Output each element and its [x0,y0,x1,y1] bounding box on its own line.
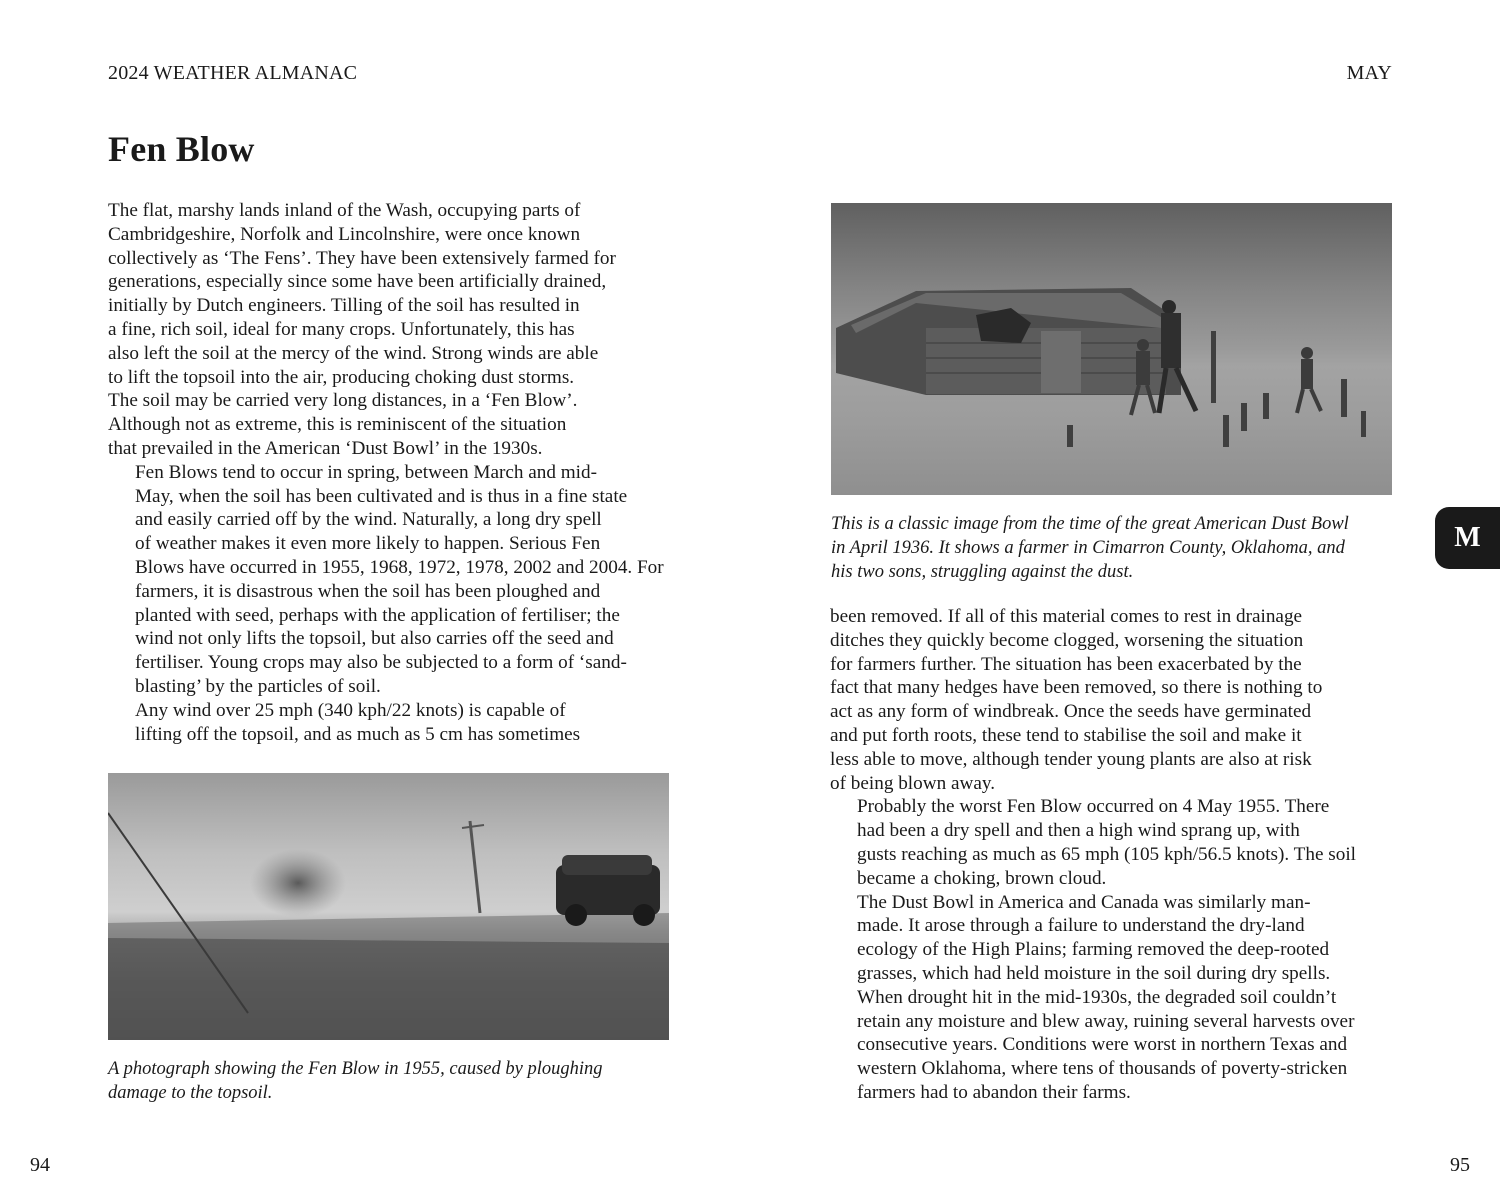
paragraph [108,699,673,747]
text-line: been removed. If all of this material comes to rest in drainage [830,606,1303,627]
fen-photo-caption [108,1057,673,1105]
text-line: This is a classic image from the time of the great American Dust Bowl [831,514,1349,534]
text-line: became a choking, brown cloud. [857,867,1107,889]
paragraph [830,891,1395,1105]
text-line: Blows have occurred in 1955, 1968, 1972, 1978, 2002 and 2004. For [135,556,664,578]
left-text-column [108,199,673,746]
text-line: that prevailed in the American ‘Dust Bowl’ in the 1930s. [108,437,543,459]
text-line: farmers had to abandon their farms. [857,1081,1131,1103]
text-line: blasting’ by the particles of soil. [135,675,381,697]
fen-blow-photo [108,773,669,1040]
text-line: generations, especially since some have been artificially drained, [108,271,607,293]
text-line: Cambridgeshire, Norfolk and Lincolnshire, were once known [108,223,581,245]
text-line: retain any moisture and blew away, ruining several harvests over [857,1010,1355,1032]
month-thumb-tab [1435,507,1500,569]
right-text-column [830,605,1395,1105]
text-line: also left the soil at the mercy of the wind. Strong winds are able [108,342,599,364]
text-line: planted with seed, perhaps with the application of fertiliser; the [135,604,620,626]
text-line: initially by Dutch engineers. Tilling of the soil has resulted in [108,295,580,317]
text-line: had been a dry spell and then a high wind sprang up, with [857,820,1300,842]
text-line: his two sons, struggling against the dust. [831,562,1134,582]
month-tab-letter: M [1454,522,1481,553]
text-line: A photograph showing the Fen Blow in 1955, caused by ploughing [108,1059,603,1079]
text-line: act as any form of windbreak. Once the seeds have germinated [830,701,1312,723]
paragraph [830,605,1395,795]
page-number-left: 94 [30,1154,50,1176]
text-line: consecutive years. Conditions were worst in northern Texas and [857,1034,1348,1056]
text-line: and easily carried off by the wind. Naturally, a long dry spell [135,509,602,531]
text-line: ecology of the High Plains; farming removed the deep-rooted [857,939,1330,961]
text-line: Although not as extreme, this is reminiscent of the situation [108,414,567,436]
text-line: damage to the topsoil. [108,1083,273,1103]
paragraph [830,795,1395,890]
running-head-right: MAY [1346,62,1392,84]
text-line: to lift the topsoil into the air, producing choking dust storms. [108,366,575,388]
text-line: ditches they quickly become clogged, worsening the situation [830,629,1304,651]
text-line: a fine, rich soil, ideal for many crops. Unfortunately, this has [108,318,575,340]
text-line: less able to move, although tender young plants are also at risk [830,748,1312,770]
text-line: The Dust Bowl in America and Canada was similarly man- [857,891,1311,913]
article-title: Fen Blow [108,129,255,169]
text-line: Probably the worst Fen Blow occurred on 4 May 1955. There [857,796,1330,818]
paragraph [108,199,673,461]
paragraph [108,461,673,699]
text-line: in April 1936. It shows a farmer in Cimarron County, Oklahoma, and [831,538,1345,558]
page-number-right: 95 [1450,1154,1470,1176]
text-line: western Oklahoma, where tens of thousands of poverty-stricken [857,1058,1348,1080]
text-line: fertiliser. Young crops may also be subjected to a form of ‘sand- [135,652,627,674]
text-line: May, when the soil has been cultivated and is thus in a fine state [135,485,628,507]
text-line: and put forth roots, these tend to stabilise the soil and make it [830,724,1302,746]
dust-bowl-photo-caption [831,512,1396,584]
text-line: for farmers further. The situation has been exacerbated by the [830,653,1302,675]
text-line: made. It arose through a failure to understand the dry-land [857,915,1305,937]
dust-bowl-photo [831,203,1392,495]
text-line: collectively as ‘The Fens’. They have been extensively farmed for [108,247,616,269]
text-line: of weather makes it even more likely to happen. Serious Fen [135,533,601,555]
text-line: The flat, marshy lands inland of the Wash, occupying parts of [108,200,581,221]
text-line: farmers, it is disastrous when the soil has been ploughed and [135,580,601,602]
text-line: Any wind over 25 mph (340 kph/22 knots) is capable of [135,699,566,721]
text-line: The soil may be carried very long distances, in a ‘Fen Blow’. [108,390,578,412]
text-line: lifting off the topsoil, and as much as 5 cm has sometimes [135,723,581,745]
text-line: grasses, which had held moisture in the soil during dry spells. [857,962,1331,984]
text-line: of being blown away. [830,772,996,794]
text-line: When drought hit in the mid-1930s, the degraded soil couldn’t [857,986,1337,1008]
text-line: fact that many hedges have been removed, so there is nothing to [830,677,1323,699]
running-head-left: 2024 WEATHER ALMANAC [108,62,358,84]
text-line: wind not only lifts the topsoil, but also carries off the seed and [135,628,614,650]
text-line: gusts reaching as much as 65 mph (105 kph/56.5 knots). The soil [857,843,1356,865]
text-line: Fen Blows tend to occur in spring, between March and mid- [135,461,597,483]
